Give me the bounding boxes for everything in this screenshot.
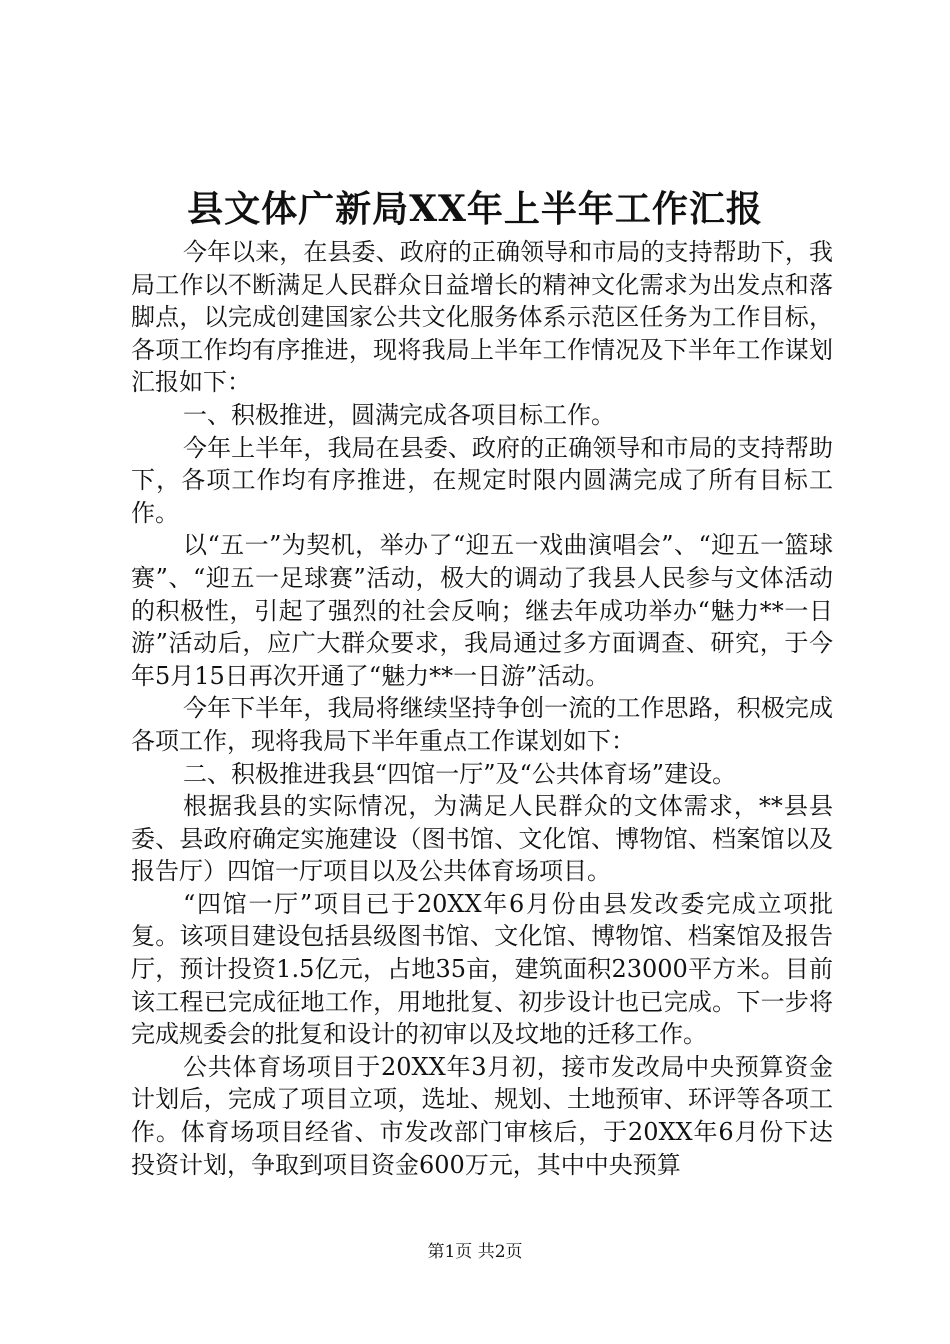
- paragraph: “四馆一厅”项目已于20XX年6月份由县发改委完成立项批复。该项目建设包括县级图书馆、文化馆、博物馆、档案馆及报告厅，预计投资1.5亿元，占地35亩，建筑面积23000平方米。目前该工程已完成征地工作，用地批复、初步设计也已完成。下一步将完成规委会的批复和设计的初审以及坟地的迁移工作。: [131, 889, 833, 1049]
- section-heading-1: 一、积极推进，圆满完成各项目标工作。: [183, 400, 615, 429]
- paragraph: 公共体育场项目于20XX年3月初，接市发改局中央预算资金计划后，完成了项目立项，选址、规划、土地预审、环评等各项工作。体育场项目经省、市发改部门审核后，于20XX年6月份下达投资计划，争取到项目资金600万元，其中中央预算: [131, 1052, 833, 1179]
- page-footer: 第1页 共2页: [427, 1242, 523, 1262]
- section-heading-2: 二、积极推进我县“四馆一厅”及“公共体育场”建设。: [183, 759, 737, 788]
- paragraph-intro: 今年以来，在县委、政府的正确领导和市局的支持帮助下，我局工作以不断满足人民群众日益增长的精神文化需求为出发点和落脚点，以完成创建国家公共文化服务体系示范区任务为工作目标，各项工作均有序推进，现将我局上半年工作情况及下半年工作谋划汇报如下：: [131, 238, 833, 397]
- paragraph: 今年上半年，我局在县委、政府的正确领导和市局的支持帮助下，各项工作均有序推进，在规定时限内圆满完成了所有目标工作。: [131, 433, 833, 527]
- document-title: 县文体广新局XX年上半年工作汇报: [187, 188, 763, 230]
- paragraph: 今年下半年，我局将继续坚持争创一流的工作思路，积极完成各项工作，现将我局下半年重点工作谋划如下：: [131, 694, 833, 755]
- paragraph: 根据我县的实际情况，为满足人民群众的文体需求，**县县委、县政府确定实施建设（图书馆、文化馆、博物馆、档案馆以及报告厅）四馆一厅项目以及公共体育场项目。: [131, 792, 833, 886]
- document-body: [131, 236, 833, 1181]
- paragraph: 以“五一”为契机，举办了“迎五一戏曲演唱会”、“迎五一篮球赛”、“迎五一足球赛”活动，极大的调动了我县人民参与文体活动的积极性，引起了强烈的社会反响；继去年成功举办“魅力**一日游”活动后，应广大群众要求，我局通过多方面调查、研究，于今年5月15日再次开通了“魅力**一日游”活动。: [131, 531, 833, 690]
